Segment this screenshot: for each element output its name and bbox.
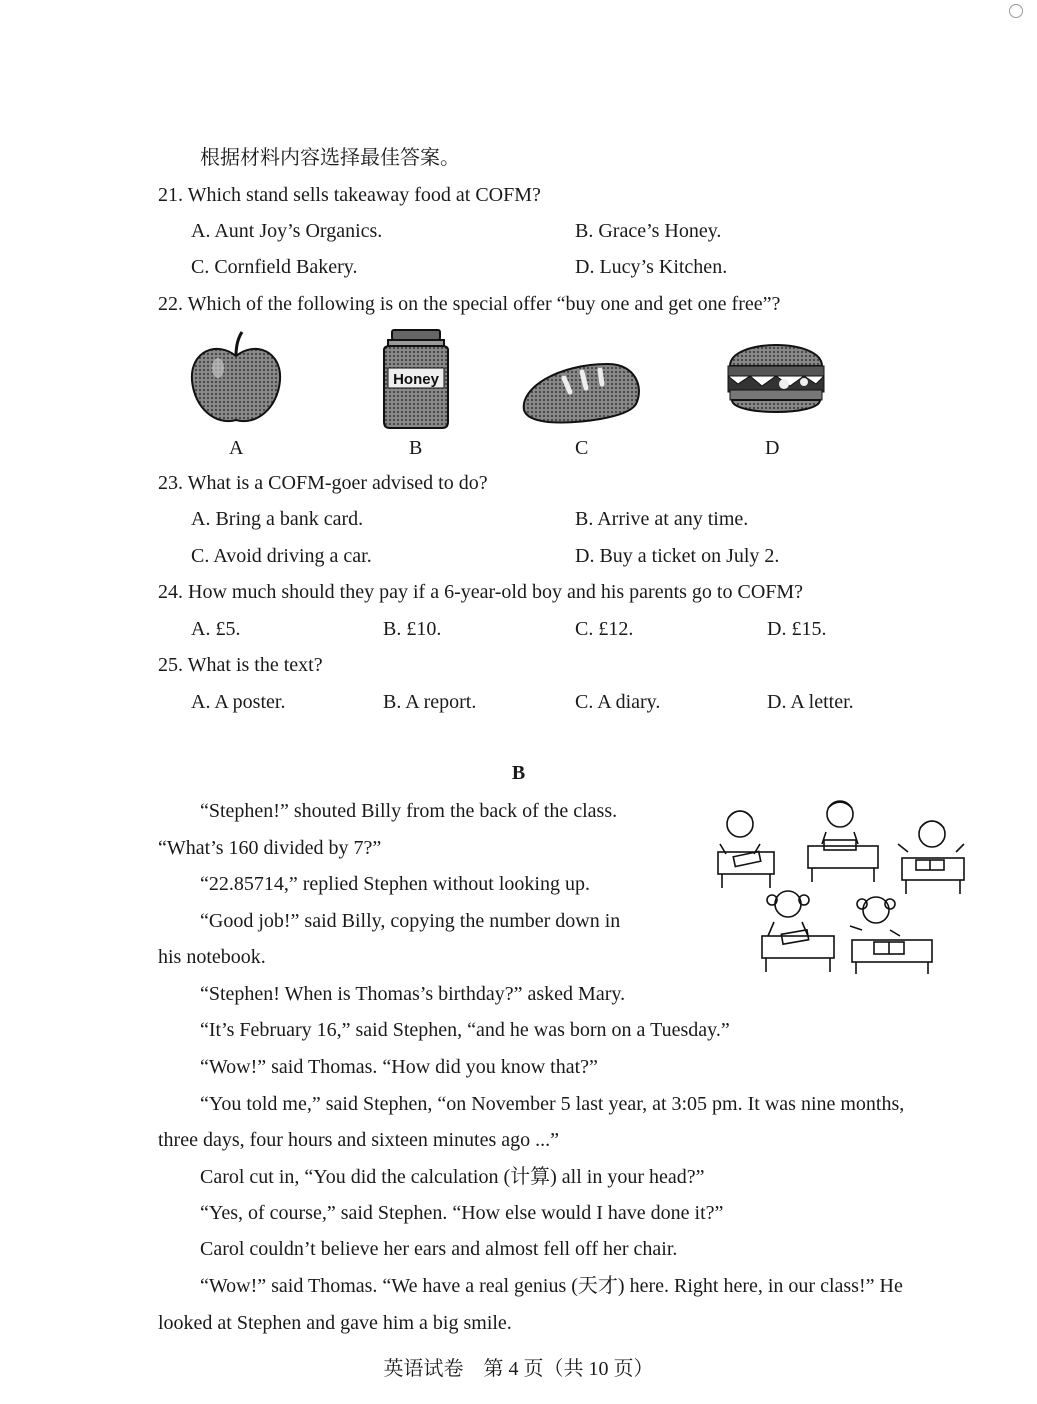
story-line-11: Carol cut in, “You did the calculation (计算) all in your head?” xyxy=(200,1166,705,1188)
story-line-3: “22.85714,” replied Stephen without looking up. xyxy=(200,873,590,895)
instruction: 根据材料内容选择最佳答案。 xyxy=(200,147,460,169)
q25-option-c[interactable]: C. A diary. xyxy=(575,691,661,713)
section-b-heading: B xyxy=(511,762,526,784)
story-line-5: his notebook. xyxy=(158,946,266,968)
q25-option-b[interactable]: B. A report. xyxy=(383,691,477,713)
honey-jar-image[interactable] xyxy=(376,326,456,430)
question-25: 25. What is the text? xyxy=(158,654,323,676)
story-line-15: looked at Stephen and gave him a big smile. xyxy=(158,1312,512,1334)
q22-label-d: D xyxy=(765,437,780,459)
story-line-1: “Stephen!” shouted Billy from the back of the class. xyxy=(200,800,618,822)
q25-option-a[interactable]: A. A poster. xyxy=(191,691,286,713)
q23-option-b[interactable]: B. Arrive at any time. xyxy=(575,508,749,530)
q23-option-d[interactable]: D. Buy a ticket on July 2. xyxy=(575,545,780,567)
story-line-2: “What’s 160 divided by 7?” xyxy=(158,837,382,859)
story-line-4: “Good job!” said Billy, copying the number down in xyxy=(200,910,621,932)
page-footer: 英语试卷 第 4 页（共 10 页） xyxy=(383,1358,654,1380)
q21-option-c[interactable]: C. Cornfield Bakery. xyxy=(191,256,358,278)
q24-option-a[interactable]: A. £5. xyxy=(191,618,241,640)
classroom-illustration xyxy=(712,796,968,974)
q22-label-a: A xyxy=(229,437,244,459)
story-line-8: “Wow!” said Thomas. “How did you know that?” xyxy=(200,1056,598,1078)
question-24: 24. How much should they pay if a 6-year-old boy and his parents go to COFM? xyxy=(158,581,804,603)
q23-option-a[interactable]: A. Bring a bank card. xyxy=(191,508,364,530)
q24-option-d[interactable]: D. £15. xyxy=(767,618,827,640)
story-line-7: “It’s February 16,” said Stephen, “and he was born on a Tuesday.” xyxy=(200,1019,730,1041)
question-22: 22. Which of the following is on the special offer “buy one and get one free”? xyxy=(158,293,781,315)
q21-option-a[interactable]: A. Aunt Joy’s Organics. xyxy=(191,220,383,242)
q24-option-b[interactable]: B. £10. xyxy=(383,618,442,640)
story-line-10: three days, four hours and sixteen minutes ago ...” xyxy=(158,1129,560,1151)
q23-option-c[interactable]: C. Avoid driving a car. xyxy=(191,545,372,567)
q25-option-d[interactable]: D. A letter. xyxy=(767,691,854,713)
corner-mark xyxy=(1009,4,1023,18)
q21-option-d[interactable]: D. Lucy’s Kitchen. xyxy=(575,256,728,278)
q22-label-b: B xyxy=(409,437,423,459)
story-line-13: Carol couldn’t believe her ears and almost fell off her chair. xyxy=(200,1238,678,1260)
question-23: 23. What is a COFM-goer advised to do? xyxy=(158,472,488,494)
story-line-6: “Stephen! When is Thomas’s birthday?” asked Mary. xyxy=(200,983,626,1005)
story-line-14: “Wow!” said Thomas. “We have a real genius (天才) here. Right here, in our class!” He xyxy=(200,1275,903,1297)
q22-label-c: C xyxy=(575,437,589,459)
bread-image[interactable] xyxy=(518,358,644,426)
hamburger-image[interactable] xyxy=(724,326,828,424)
story-line-12: “Yes, of course,” said Stephen. “How else would I have done it?” xyxy=(200,1202,724,1224)
apple-image[interactable] xyxy=(186,328,286,428)
q24-option-c[interactable]: C. £12. xyxy=(575,618,634,640)
q21-option-b[interactable]: B. Grace’s Honey. xyxy=(575,220,722,242)
honey-label: Honey xyxy=(393,371,439,388)
question-21: 21. Which stand sells takeaway food at COFM? xyxy=(158,184,541,206)
story-line-9: “You told me,” said Stephen, “on November 5 last year, at 3:05 pm. It was nine months, xyxy=(200,1093,905,1115)
